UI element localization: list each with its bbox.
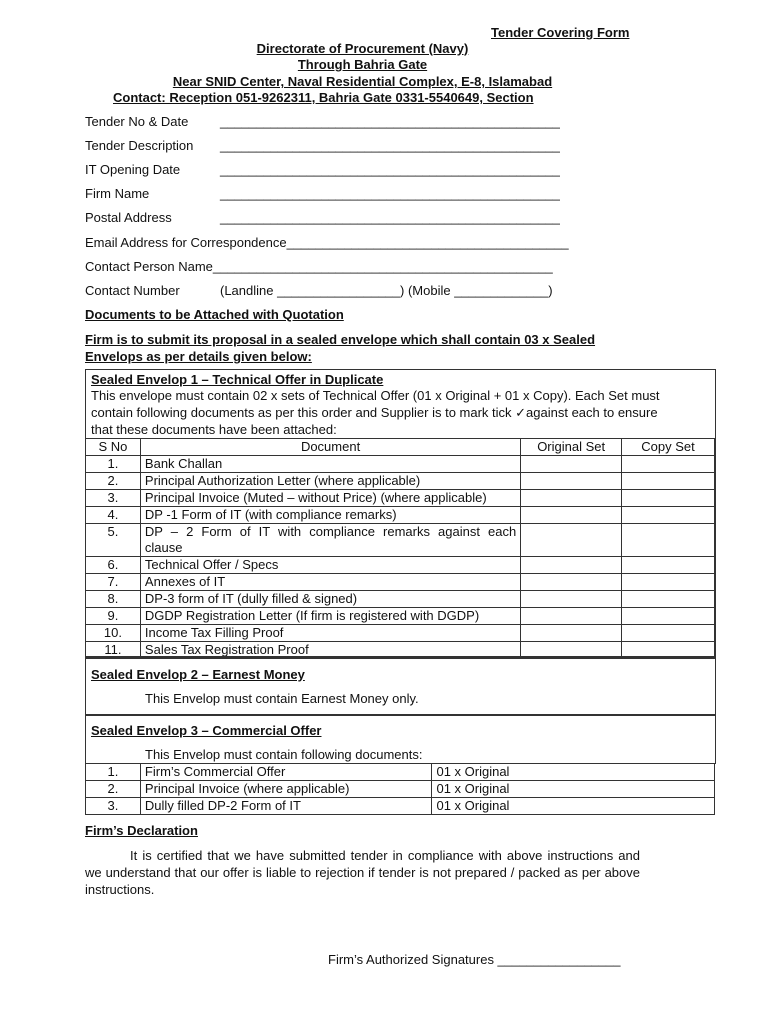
field-label: Tender Description: [85, 138, 194, 153]
copy-set-cell[interactable]: [622, 591, 715, 608]
field-tender-description: [85, 138, 560, 153]
envelop2-title: Sealed Envelop 2 – Earnest Money: [91, 667, 305, 682]
envelop1-table: [85, 438, 715, 659]
row-sno: 6.: [86, 557, 141, 574]
table-row: [86, 490, 715, 507]
col-header-original: Original Set: [521, 439, 622, 456]
original-set-cell[interactable]: [521, 557, 622, 574]
copy-set-cell[interactable]: [622, 524, 715, 557]
field-contact-number: [85, 283, 553, 298]
header-line-4: Contact: Reception 051-9262311, Bahria Gate 0331-5540649, Section: [113, 90, 534, 105]
row-sno: 2.: [86, 781, 141, 798]
row-sno: 4.: [86, 507, 141, 524]
field-label: Tender No & Date: [85, 114, 189, 129]
original-set-cell[interactable]: [521, 490, 622, 507]
envelop3-desc: This Envelop must contain following documents:: [145, 747, 423, 762]
field-blank[interactable]: _______________________________________________: [220, 210, 560, 225]
form-title: Tender Covering Form: [491, 25, 630, 40]
table-row: [86, 781, 715, 798]
declaration-title: Firm’s Declaration: [85, 823, 198, 838]
authorized-signature-line[interactable]: Firm’s Authorized Signatures _________________: [328, 952, 621, 967]
field-blank[interactable]: _______________________________________________: [220, 114, 560, 129]
col-header-document: Document: [140, 439, 520, 456]
row-document: Annexes of IT: [140, 574, 520, 591]
landline-blank[interactable]: (Landline _________________): [220, 283, 405, 298]
copy-set-cell[interactable]: [622, 507, 715, 524]
row-sno: 3.: [86, 798, 141, 815]
field-label: IT Opening Date: [85, 162, 181, 177]
field-label: Postal Address: [85, 210, 172, 225]
envelop1-title: Sealed Envelop 1 – Technical Offer in Duplicate: [91, 372, 384, 387]
row-document: [140, 524, 520, 557]
row-document: Principal Invoice (where applicable): [140, 781, 432, 798]
copy-set-cell[interactable]: [622, 490, 715, 507]
mobile-blank[interactable]: (Mobile _____________): [407, 283, 553, 298]
field-firm-name: [85, 186, 560, 201]
original-set-cell[interactable]: [521, 524, 622, 557]
copy-set-cell[interactable]: [622, 608, 715, 625]
row-qty: 01 x Original: [432, 764, 715, 781]
table-row: [86, 524, 715, 557]
field-blank[interactable]: _______________________________________________: [220, 162, 560, 177]
table-row: [86, 591, 715, 608]
table-row: [86, 764, 715, 781]
copy-set-cell[interactable]: [622, 456, 715, 473]
row-document: Firm’s Commercial Offer: [140, 764, 432, 781]
row-sno: 1.: [86, 764, 141, 781]
row-sno: 7.: [86, 574, 141, 591]
row-document-line1: DP – 2 Form of IT with compliance remarks against each: [144, 524, 517, 539]
field-label: Contact Number: [85, 283, 180, 298]
envelop3-table: [85, 763, 715, 815]
original-set-cell[interactable]: [521, 591, 622, 608]
envelop1-desc-line2: contain following documents as per this order and Supplier is to mark tick ✓against each to ensure: [91, 405, 658, 420]
row-sno: 11.: [86, 642, 141, 659]
row-sno: 9.: [86, 608, 141, 625]
envelop2-desc: This Envelop must contain Earnest Money only.: [145, 691, 419, 706]
row-document: Sales Tax Registration Proof: [140, 642, 520, 659]
row-document: Technical Offer / Specs: [140, 557, 520, 574]
envelop3-title: Sealed Envelop 3 – Commercial Offer: [91, 723, 322, 738]
instruction-text: Firm is to submit its proposal in a sealed envelope which shall contain 03 x Sealed Envelops as per details given below:: [85, 332, 596, 364]
table-row: [86, 798, 715, 815]
row-sno: 1.: [86, 456, 141, 473]
row-sno: 8.: [86, 591, 141, 608]
row-document: Principal Invoice (Muted – without Price) (where applicable): [140, 490, 520, 507]
row-qty: 01 x Original: [432, 781, 715, 798]
row-document: DP -1 Form of IT (with compliance remarks): [140, 507, 520, 524]
table-row: [86, 473, 715, 490]
row-sno: 2.: [86, 473, 141, 490]
original-set-cell[interactable]: [521, 574, 622, 591]
table-row: [86, 507, 715, 524]
original-set-cell[interactable]: [521, 456, 622, 473]
table-row: [86, 557, 715, 574]
field-tender-no: [85, 114, 560, 129]
copy-set-cell[interactable]: [622, 557, 715, 574]
envelop1-desc-line3: that these documents have been attached:: [91, 422, 337, 437]
header-line-2: Through Bahria Gate: [297, 57, 428, 72]
row-sno: 5.: [86, 524, 141, 557]
envelop1-desc-line1: This envelope must contain 02 x sets of Technical Offer (01 x Original + 01 x Copy). Each Set must: [91, 388, 660, 403]
copy-set-cell[interactable]: [622, 574, 715, 591]
row-document: Bank Challan: [140, 456, 520, 473]
field-label: Firm Name: [85, 186, 150, 201]
header-line-3: Near SNID Center, Naval Residential Complex, E-8, Islamabad: [172, 74, 553, 89]
table-row: [86, 574, 715, 591]
col-header-copy: Copy Set: [622, 439, 715, 456]
declaration-text: It is certified that we have submitted tender in compliance with above instructions and we understand that our offer is liable to rejection if tender is not prepared / packed as per above instructions.: [85, 848, 640, 897]
row-sno: 10.: [86, 625, 141, 642]
copy-set-cell[interactable]: [622, 473, 715, 490]
field-postal-address: [85, 210, 560, 225]
col-header-sno: S No: [86, 439, 141, 456]
original-set-cell[interactable]: [521, 507, 622, 524]
row-document: DGDP Registration Letter (If firm is registered with DGDP): [140, 608, 520, 625]
original-set-cell[interactable]: [521, 625, 622, 642]
table-row: [86, 625, 715, 642]
table-header-row: [86, 439, 715, 456]
envelop2-box: [85, 656, 716, 716]
field-blank[interactable]: _______________________________________________: [220, 138, 560, 153]
table-row: [86, 608, 715, 625]
row-sno: 3.: [86, 490, 141, 507]
original-set-cell[interactable]: [521, 608, 622, 625]
row-document: Income Tax Filling Proof: [140, 625, 520, 642]
documents-heading: Documents to be Attached with Quotation: [85, 307, 344, 322]
field-contact-person[interactable]: Contact Person Name_______________________________________________: [85, 259, 553, 274]
header-line-1: Directorate of Procurement (Navy): [256, 41, 469, 56]
row-qty: 01 x Original: [432, 798, 715, 815]
row-document: Dully filled DP-2 Form of IT: [140, 798, 432, 815]
row-document: Principal Authorization Letter (where applicable): [140, 473, 520, 490]
field-blank[interactable]: _______________________________________________: [220, 186, 560, 201]
copy-set-cell[interactable]: [622, 625, 715, 642]
original-set-cell[interactable]: [521, 473, 622, 490]
field-email[interactable]: Email Address for Correspondence_______________________________________: [85, 235, 569, 250]
field-it-opening-date: [85, 162, 560, 177]
table-row: [86, 456, 715, 473]
row-document-line2: clause: [144, 540, 183, 555]
row-document: DP-3 form of IT (dully filled & signed): [140, 591, 520, 608]
